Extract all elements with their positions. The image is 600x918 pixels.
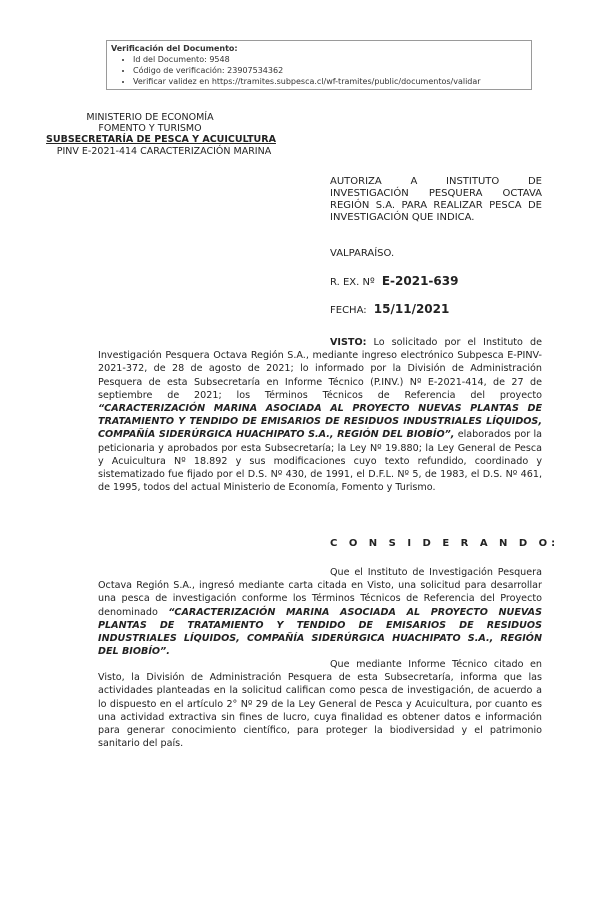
verification-code: • Código de verificación: 23907534362 [133,65,531,76]
resolution-number [330,274,458,288]
verification-title: Verificación del Documento: [111,44,238,53]
date-label: FECHA: [330,305,367,316]
resolution-label: R. EX. Nº [330,277,375,288]
visto-label: VISTO: [330,337,367,348]
considerando-paragraph-1 [98,566,542,658]
visto-paragraph [98,336,542,494]
resolution-date [330,302,449,316]
ministry-line-2: FOMENTO Y TURISMO [98,123,202,134]
considerando-1-project: “CARACTERIZACIÓN MARINA ASOCIADA AL PROYECTO NUEVAS PLANTAS DE TRATAMIENTO Y TENDIDO DE EMISARIOS DE RESIDUOS INDUSTRIALES LÍQUIDOS, COMPAÑÍA SIDERÚRGICA HUACHIPATO S.A., REGIÓN DEL BIOBÍO”. [98,606,543,658]
considerando-1-text: Que el Instituto de Investigación Pesquera Octava Región S.A., ingresó mediante carta citada en Visto, una solicitud para desarrollar una pesca de investigación conforme los Términos Técnicos de Referencia del Proyecto denominado [98,567,542,618]
visto-text-2: elaborados por la peticionaria y aprobados por esta Subsecretaría; la Ley Nº 19.880; la Ley General de Pesca y Acuicultura Nº 18.892 y sus modificaciones cuyo texto refundido, coordinado y sistematizado fue fijado por el D.S. Nº 430, de 1991, el D.F.L. Nº 5, de 1983, el D.S. Nº 461, de 1995, todos del actual Ministerio de Economía, Fomento y Turismo. [98,429,542,494]
considerando-paragraph-2: Que mediante Informe Técnico citado en Visto, la División de Administración Pesquera de esta Subsecretaría, informa que las actividades planteadas en la solicitud califican como pesca de investigación, de acuerdo a lo dispuesto en el artículo 2° Nº 29 de la Ley General de Pesca y Acuicultura, por cuanto es una actividad extractiva sin fines de lucro, cuya finalidad es obtener datos e información para generar conocimiento científico, para proteger la biodiversidad y el patrimonio sanitario del país. [98,659,542,750]
considerando-heading: C O N S I D E R A N D O: [330,538,560,549]
resolution-subject: AUTORIZA A INSTITUTO DE INVESTIGACIÓN PESQUERA OCTAVA REGIÓN S.A. PARA REALIZAR PESCA DE INVESTIGACIÓN QUE INDICA. [330,176,542,223]
document-reference: PINV E-2021-414 CARACTERIZACIÓN MARINA [56,146,272,157]
subsecretaria-title: SUBSECRETARÍA DE PESCA Y ACUICULTURA [46,134,276,145]
date-value: 15/11/2021 [373,302,450,316]
verification-box [106,40,532,90]
verification-id: • Id del Documento: 9548 [133,54,531,65]
place: VALPARAÍSO. [330,248,395,259]
verification-url[interactable]: • Verificar validez en https://tramites.subpesca.cl/wf-tramites/public/documentos/validar [133,76,531,87]
verification-list [111,54,531,87]
visto-project: “CARACTERIZACIÓN MARINA ASOCIADA AL PROYECTO NUEVAS PLANTAS DE TRATAMIENTO Y TENDIDO DE EMISARIOS DE RESIDUOS INDUSTRIALES LÍQUIDOS, COMPAÑÍA SIDERÚRGICA HUACHIPATO S.A., REGIÓN DEL BIOBÍO”, [98,403,542,441]
ministry-line-1: MINISTERIO DE ECONOMÍA [86,112,214,123]
visto-text-1: Lo solicitado por el Instituto de Investigación Pesquera Octava Región S.A., mediante ingreso electrónico Subpesca E-PINV-2021-372, de 28 de agosto de 2021; lo informado por la División de Administración Pesquera de esta Subsecretaría en Informe Técnico (P.INV.) Nº E-2021-414, de 27 de septiembre de 2021; los Términos Técnicos de Referencia del proyecto [98,337,542,401]
resolution-value: E-2021-639 [381,274,459,288]
